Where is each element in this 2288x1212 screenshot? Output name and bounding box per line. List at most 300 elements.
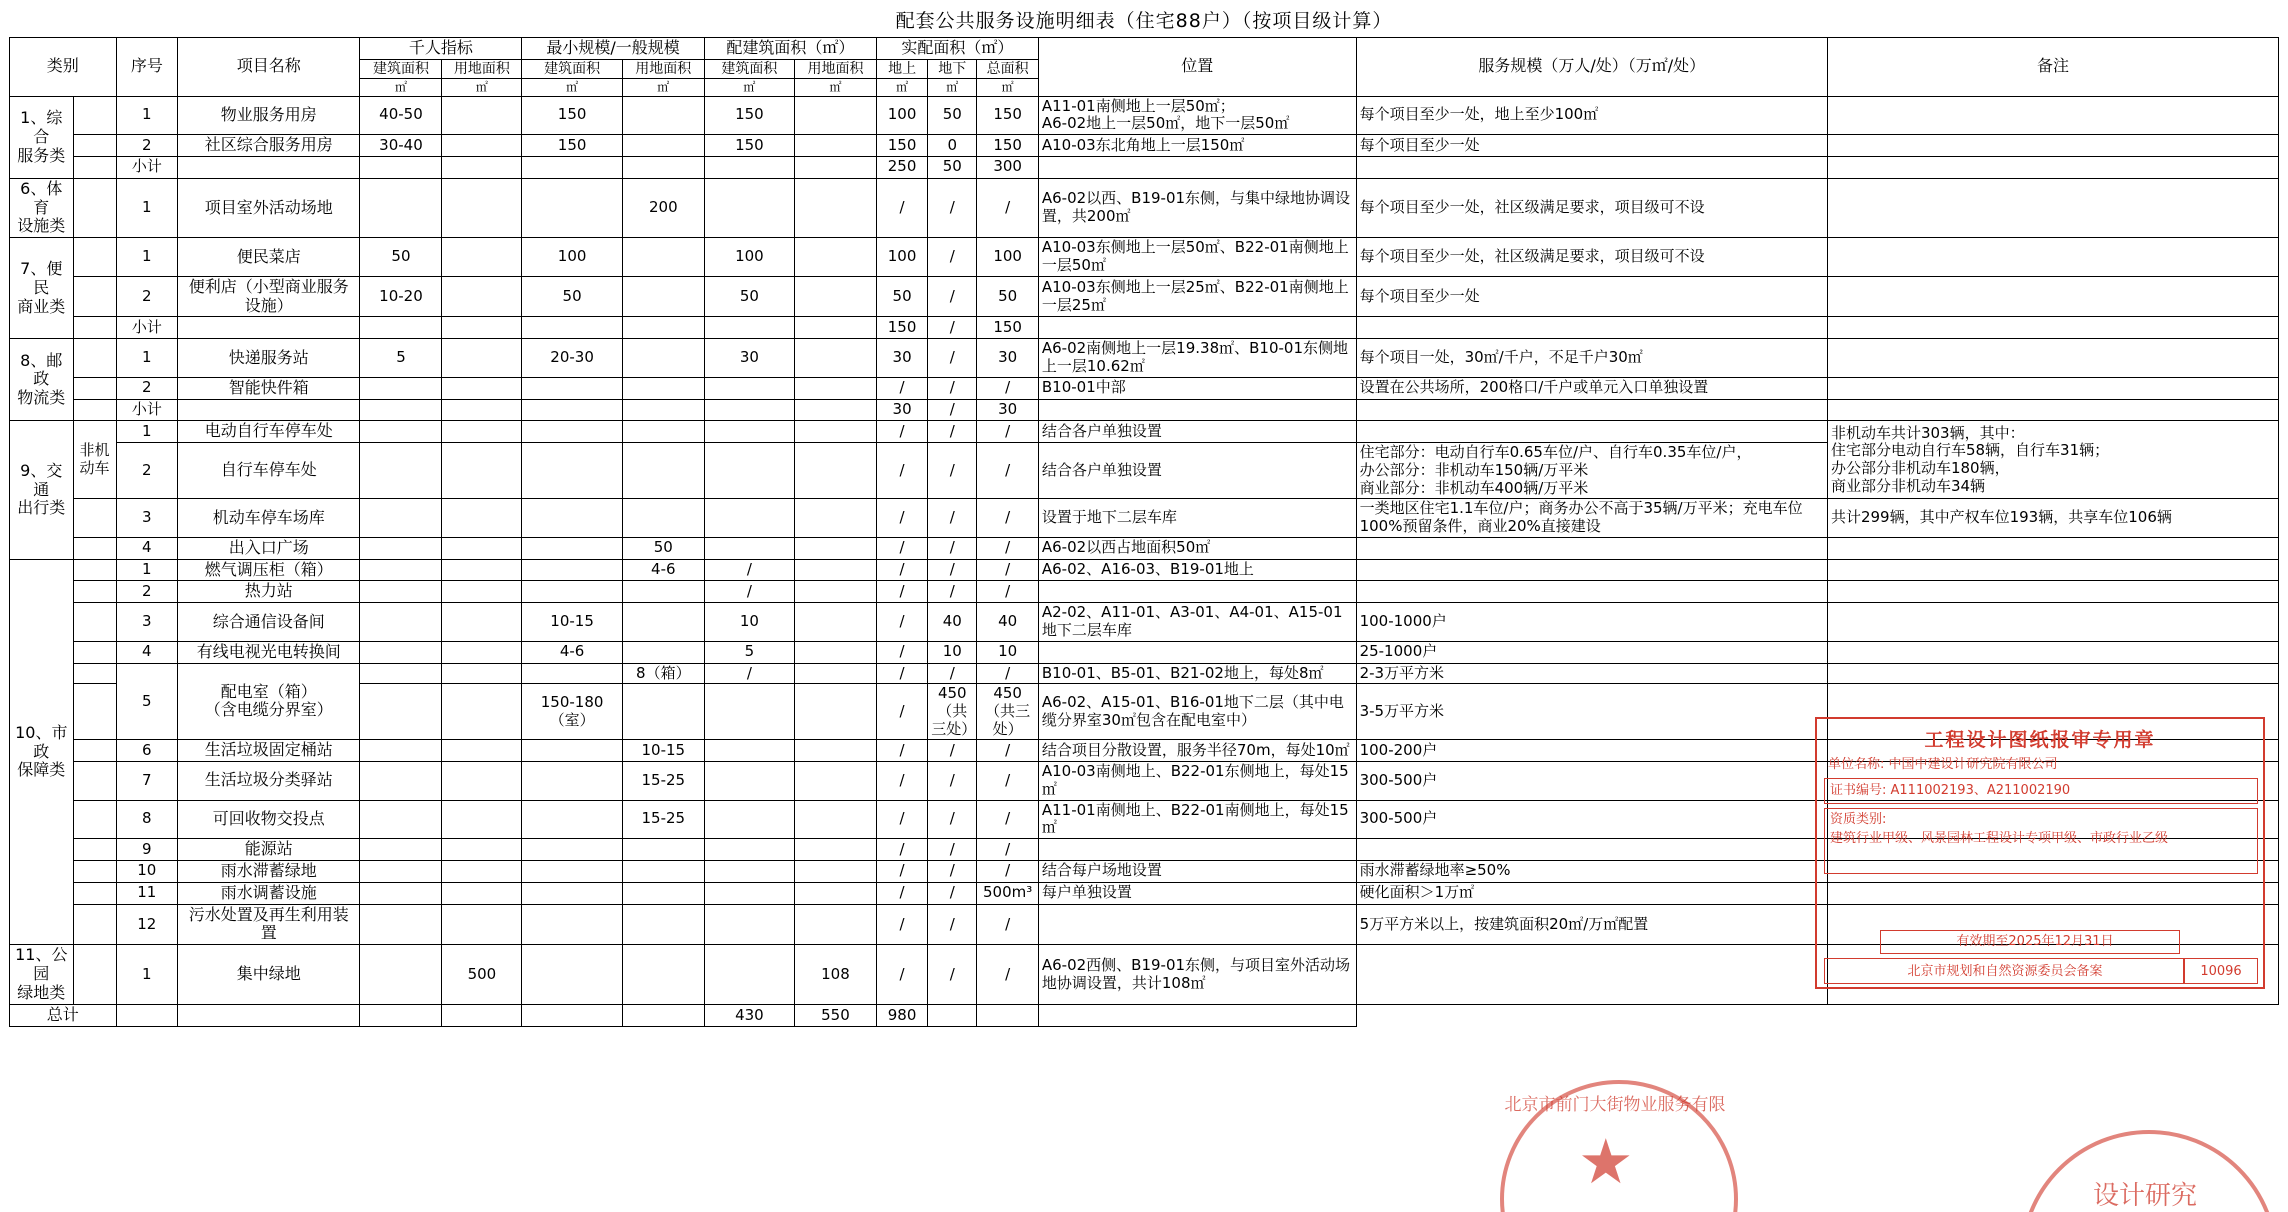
cell-pei-yongdi: 108 [794,945,876,1005]
row-name: 物业服务用房 [178,96,360,134]
th-unit-1: ㎡ [360,79,442,96]
cell-qianren-jianzhu [360,904,442,945]
cell-real-total: / [977,377,1038,399]
cell-scale-jianzhu [522,156,622,178]
th-sc-yongdi: 用地面积 [622,59,704,79]
cell-qianren-jianzhu [360,421,442,443]
cell-real-total: / [977,860,1038,882]
cell-real-total: 40 [977,603,1038,641]
th-qr-yongdi: 用地面积 [442,59,522,79]
row-category: 9、交通 出行类 [10,421,74,559]
cell-pei-jianzhu [704,443,794,499]
cell-real-total: 30 [977,399,1038,421]
cell-service-scale: 100-200户 [1356,740,1827,762]
cell-scale-yongdi [622,399,704,421]
cell-pei-jianzhu [704,762,794,800]
cell-real-above: / [876,762,927,800]
cell-qianren-yongdi [442,96,522,134]
cell-real-below: 40 [928,603,977,641]
cell-real-total: 30 [977,339,1038,377]
row-name [178,317,360,339]
row-index: 2 [116,581,177,603]
cell-pei-jianzhu [704,740,794,762]
cell-service-scale [1356,945,1827,1005]
cell-pei-yongdi [794,860,876,882]
cell-scale-jianzhu [522,663,622,684]
cell-pei-yongdi [794,317,876,339]
table-row [10,317,2279,339]
cell-real-below: / [928,499,977,537]
cell-scale-yongdi [622,904,704,945]
cell-pei-yongdi [794,838,876,860]
cell-real-above: 100 [876,96,927,134]
cell-qianren-jianzhu: 5 [360,339,442,377]
row-index: 7 [116,762,177,800]
th-unit-7: ㎡ [876,79,927,96]
cell-qianren-jianzhu [360,882,442,904]
cell-service-scale [977,1004,1038,1026]
cell-qianren-jianzhu [360,499,442,537]
th-unit-3: ㎡ [522,79,622,96]
row-name: 雨水调蓄设施 [178,882,360,904]
cell-real-below: / [928,800,977,838]
table-row [10,499,2279,537]
row-name: 热力站 [178,581,360,603]
cell-qianren-jianzhu [360,663,442,684]
cell-scale-jianzhu [522,317,622,339]
cell-location: A11-01南侧地上一层50㎡； A6-02地上一层50㎡，地下一层50㎡ [1038,96,1356,134]
cell-location: 结合各户单独设置 [1038,421,1356,443]
cell-qianren-yongdi [442,134,522,156]
cell-real-above: / [876,882,927,904]
cell-pei-jianzhu: 150 [704,134,794,156]
cell-real-below: / [928,838,977,860]
cell-real-total: / [977,740,1038,762]
row-name: 雨水滞蓄绿地 [178,860,360,882]
cell-qianren-yongdi [442,276,522,317]
row-name: 便利店（小型商业服务设施） [178,276,360,317]
cell-remark [1827,663,2278,684]
row-subcategory [73,499,116,537]
table-row [10,134,2279,156]
cell-scale-jianzhu: 150-180（室） [522,684,622,740]
cell-pei-jianzhu: 150 [704,96,794,134]
table-row [10,641,2279,663]
row-subcategory [73,762,116,800]
cell-service-scale [1356,156,1827,178]
cell-scale-yongdi: 8（箱） [622,663,704,684]
th-unit-8: ㎡ [928,79,977,96]
cell-location: A11-01南侧地上、B22-01南侧地上，每处15㎡ [1038,800,1356,838]
cell-real-below: / [928,421,977,443]
cell-qianren-jianzhu [360,559,442,581]
cell-pei-jianzhu [704,860,794,882]
row-subcategory [73,684,116,740]
cell-real-total: / [977,800,1038,838]
cell-real-above: / [876,945,927,1005]
row-subcategory [73,882,116,904]
cell-real-below: / [928,559,977,581]
cell-location: 结合项目分散设置，服务半径70m，每处10㎡ [1038,740,1356,762]
cell-qianren-yongdi [442,762,522,800]
cell-remark [1827,156,2278,178]
cell-qianren-yongdi [442,603,522,641]
cell-scale-jianzhu [522,800,622,838]
cell-scale-jianzhu [522,499,622,537]
th-category: 类别 [10,38,117,97]
cell-qianren-yongdi [442,537,522,559]
th-pa-yongdi: 用地面积 [794,59,876,79]
cell-scale-yongdi [622,603,704,641]
cell-pei-yongdi [794,156,876,178]
cell-pei-yongdi [794,684,876,740]
cell-real-total: 150 [977,96,1038,134]
cell-qianren-yongdi [442,581,522,603]
cell-qianren-yongdi: 500 [442,945,522,1005]
table-row [10,537,2279,559]
cell-real-above: 430 [704,1004,794,1026]
th-index: 序号 [116,38,177,97]
th-name: 项目名称 [178,38,360,97]
cell-pei-jianzhu [704,882,794,904]
cell-real-below: / [928,762,977,800]
cell-location [1038,641,1356,663]
row-subcategory-feiji: 非机 动车 [73,421,116,499]
stamp-scope-text: 建筑行业甲级、风景园林工程设计专项甲级、市政行业乙级 [1830,831,2169,846]
cell-real-above: / [876,178,927,238]
row-index: 1 [116,421,177,443]
row-index: 2 [116,276,177,317]
seal-right-text: 设计研究 [2092,1181,2197,1211]
cell-real-below: / [928,377,977,399]
row-name: 集中绿地 [178,945,360,1005]
cell-service-scale: 每个项目至少一处，地上至少100㎡ [1356,96,1827,134]
cell-location: 每户单独设置 [1038,882,1356,904]
stamp-scope-label: 资质类别: [1830,812,1887,827]
row-index: 2 [116,443,177,499]
row-name: 社区综合服务用房 [178,134,360,156]
cell-scale-yongdi [622,838,704,860]
cell-qianren-yongdi [442,641,522,663]
cell-pei-yongdi [794,443,876,499]
cell-scale-yongdi [622,421,704,443]
facility-table [9,37,2279,1027]
row-index: 11 [116,882,177,904]
cell-pei-yongdi [622,1004,704,1026]
cell-qianren-jianzhu [360,762,442,800]
cell-scale-yongdi: 200 [622,178,704,238]
cell-pei-yongdi [794,904,876,945]
cell-qianren-jianzhu [360,641,442,663]
cell-real-above: / [876,641,927,663]
row-name: 智能快件箱 [178,377,360,399]
th-pa-jianzhu: 建筑面积 [704,59,794,79]
cell-scale-jianzhu [522,762,622,800]
table-row [10,276,2279,317]
row-subcategory [73,581,116,603]
cell-real-below: / [928,581,977,603]
cell-pei-yongdi [794,178,876,238]
table-row [10,377,2279,399]
cell-real-below: 0 [928,134,977,156]
row-subcategory [73,156,116,178]
cell-service-scale: 设置在公共场所，200格口/千户或单元入口单独设置 [1356,377,1827,399]
row-index: 2 [116,134,177,156]
cell-location: A6-02以西、B19-01东侧，与集中绿地协调设置，共200㎡ [1038,178,1356,238]
cell-service-scale: 3-5万平方米 [1356,684,1827,740]
cell-location [1038,904,1356,945]
stamp-authority-text: 北京市规划和自然资源委员会备案 [1907,964,2103,979]
cell-real-below: / [928,882,977,904]
cell-scale-jianzhu: 10-15 [522,603,622,641]
cell-real-above: 100 [876,238,927,276]
th-ra-above: 地上 [876,59,927,79]
cell-pei-yongdi [794,740,876,762]
cell-scale-yongdi: 15-25 [622,800,704,838]
cell-scale-yongdi [442,1004,522,1026]
cell-location: A6-02、A15-01、B16-01地下二层（其中电缆分界室30㎡包含在配电室中） [1038,684,1356,740]
cell-service-scale [1356,838,1827,860]
th-unit-5: ㎡ [704,79,794,96]
cell-real-above: / [876,537,927,559]
table-row [10,178,2279,238]
cell-real-above: 30 [876,399,927,421]
cell-scale-jianzhu [522,838,622,860]
row-index: 1 [116,178,177,238]
cell-pei-yongdi [794,399,876,421]
cell-qianren-yongdi [442,559,522,581]
row-subcategory [73,399,116,421]
table-row [10,559,2279,581]
cell-qianren-yongdi [442,882,522,904]
cell-real-total: / [977,581,1038,603]
cell-service-scale: 住宅部分：电动自行车0.65车位/户、自行车0.35车位/户， 办公部分：非机动车150辆/万平米 商业部分：非机动车400辆/万平米 [1356,443,1827,499]
cell-qianren-yongdi [442,377,522,399]
cell-pei-yongdi [794,276,876,317]
row-name: 生活垃圾分类驿站 [178,762,360,800]
cell-service-scale [1356,537,1827,559]
cell-pei-jianzhu: / [704,559,794,581]
cell-real-total: / [977,537,1038,559]
cell-pei-yongdi [794,537,876,559]
cell-qianren-jianzhu: 30-40 [360,134,442,156]
cell-qianren-yongdi [442,156,522,178]
cell-real-above: / [876,800,927,838]
row-name: 配电室（箱） （含电缆分界室） [178,663,360,740]
cell-scale-yongdi [622,860,704,882]
row-name: 机动车停车场库 [178,499,360,537]
row-name: 生活垃圾固定桶站 [178,740,360,762]
row-name: 电动自行车停车处 [178,421,360,443]
row-name: 快递服务站 [178,339,360,377]
row-index: 1 [116,945,177,1005]
row-name: 便民菜店 [178,238,360,276]
cell-qianren-yongdi [442,838,522,860]
cell-remark [1827,377,2278,399]
cell-scale-yongdi [622,134,704,156]
cell-real-below: / [928,860,977,882]
cell-location: B10-01中部 [1038,377,1356,399]
cell-scale-jianzhu [522,537,622,559]
cell-qianren-jianzhu [360,800,442,838]
cell-real-above: / [876,663,927,684]
cell-qianren-jianzhu [360,684,442,740]
cell-pei-jianzhu [704,156,794,178]
cell-scale-jianzhu [522,421,622,443]
cell-real-above: / [876,559,927,581]
cell-real-below: 450 （共三处） [928,684,977,740]
stamp-valid-text: 有效期至2025年12月31日 [1956,934,2114,949]
row-subcategory [73,238,116,276]
cell-service-scale: 每个项目至少一处，社区级满足要求，项目级可不设 [1356,238,1827,276]
cell-service-scale [1356,581,1827,603]
cell-remark: 共计299辆，其中产权车位193辆，共享车位106辆 [1827,499,2278,537]
row-index: 12 [116,904,177,945]
cell-qianren-jianzhu [360,178,442,238]
row-subcategory [73,945,116,1005]
cell-pei-jianzhu [704,838,794,860]
cell-qianren-yongdi [442,339,522,377]
cell-real-below: / [928,904,977,945]
row-subcategory [73,317,116,339]
cell-qianren-jianzhu [360,740,442,762]
row-index: 小计 [116,399,177,421]
row-subcategory [73,559,116,581]
cell-scale-jianzhu [522,945,622,1005]
cell-real-total: 980 [876,1004,927,1026]
cell-real-below: 50 [928,96,977,134]
cell-location: 结合每户场地设置 [1038,860,1356,882]
table-row [10,399,2279,421]
cell-scale-yongdi [622,499,704,537]
th-qr-jianzhu: 建筑面积 [360,59,442,79]
th-group-real-area: 实配面积（㎡） [876,38,1038,60]
cell-qianren-jianzhu [116,1004,177,1026]
cell-pei-jianzhu: 30 [704,339,794,377]
row-index: 1 [116,559,177,581]
cell-pei-jianzhu [704,399,794,421]
cell-pei-yongdi [794,238,876,276]
cell-pei-yongdi [794,882,876,904]
cell-service-scale [1356,317,1827,339]
cell-scale-yongdi [622,945,704,1005]
cell-remark [1827,96,2278,134]
cell-pei-jianzhu: / [704,663,794,684]
cell-pei-jianzhu: 10 [704,603,794,641]
cell-real-total: / [977,838,1038,860]
cell-qianren-yongdi [442,904,522,945]
cell-real-total: 150 [977,134,1038,156]
cell-real-above: 150 [876,317,927,339]
cell-real-total: / [977,421,1038,443]
cell-service-scale: 5万平方米以上，按建筑面积20㎡/万㎡配置 [1356,904,1827,945]
cell-service-scale: 100-1000户 [1356,603,1827,641]
cell-location: A6-02以西占地面积50㎡ [1038,537,1356,559]
cell-real-total: / [977,443,1038,499]
th-sc-jianzhu: 建筑面积 [522,59,622,79]
seal-left-text: 北京市前门大街物业服务有限 [1504,1095,1726,1115]
row-name: 可回收物交投点 [178,800,360,838]
cell-real-below: / [928,945,977,1005]
cell-qianren-yongdi [178,1004,360,1026]
cell-location: 结合各户单独设置 [1038,443,1356,499]
cell-qianren-yongdi [442,663,522,684]
cell-scale-yongdi: 15-25 [622,762,704,800]
cell-remark [1827,339,2278,377]
cell-pei-yongdi [794,762,876,800]
row-subcategory [73,96,116,134]
cell-location: 设置于地下二层车库 [1038,499,1356,537]
cell-pei-jianzhu [704,945,794,1005]
cell-scale-jianzhu [360,1004,442,1026]
cell-service-scale: 每个项目至少一处 [1356,134,1827,156]
th-remark: 备注 [1827,38,2278,97]
cell-scale-yongdi [622,641,704,663]
cell-location [1038,581,1356,603]
cell-pei-jianzhu [522,1004,622,1026]
row-subcategory [73,740,116,762]
cell-location [1038,399,1356,421]
cell-remark [1038,1004,1356,1026]
cell-real-below: 50 [928,156,977,178]
cell-scale-jianzhu: 20-30 [522,339,622,377]
th-ra-total: 总面积 [977,59,1038,79]
row-subcategory [73,904,116,945]
cell-real-above: / [876,499,927,537]
cell-real-total: / [977,904,1038,945]
cell-scale-yongdi [622,96,704,134]
cell-scale-jianzhu: 150 [522,96,622,134]
cell-qianren-yongdi [442,684,522,740]
cell-real-above: / [876,904,927,945]
cell-pei-yongdi [794,499,876,537]
row-index: 10 [116,860,177,882]
cell-pei-yongdi [794,603,876,641]
th-unit-6: ㎡ [794,79,876,96]
cell-pei-yongdi [794,421,876,443]
cell-remark [1827,882,2278,904]
cell-location: A10-03东侧地上一层25㎡、B22-01南侧地上一层25㎡ [1038,276,1356,317]
cell-location [928,1004,977,1026]
th-service-scale: 服务规模（万人/处）（万㎡/处） [1356,38,1827,97]
cell-real-above: / [876,603,927,641]
cell-location [1038,317,1356,339]
cell-real-total: / [977,178,1038,238]
row-index: 小计 [116,156,177,178]
cell-qianren-jianzhu [360,399,442,421]
cell-service-scale: 每个项目一处，30㎡/千户，不足千户30㎡ [1356,339,1827,377]
cell-service-scale [1356,421,1827,443]
cell-qianren-yongdi [442,860,522,882]
cell-scale-jianzhu [522,399,622,421]
cell-scale-jianzhu [522,581,622,603]
cell-scale-jianzhu [522,377,622,399]
row-category: 6、体育 设施类 [10,178,74,238]
cell-location: A2-02、A11-01、A3-01、A4-01、A15-01地下二层车库 [1038,603,1356,641]
cell-scale-yongdi [622,339,704,377]
row-index: 1 [116,96,177,134]
cell-qianren-yongdi [442,740,522,762]
cell-real-total: / [977,762,1038,800]
cell-real-below: 10 [928,641,977,663]
cell-real-total: / [977,663,1038,684]
table-row [10,663,2279,684]
cell-service-scale: 一类地区住宅1.1车位/户；商务办公不高于35辆/万平米；充电车位100%预留条件，商业20%直接建设 [1356,499,1827,537]
cell-pei-jianzhu: 50 [704,276,794,317]
row-index: 4 [116,641,177,663]
th-group-pei-area: 配建筑面积（㎡） [704,38,876,60]
cell-real-below: / [928,399,977,421]
